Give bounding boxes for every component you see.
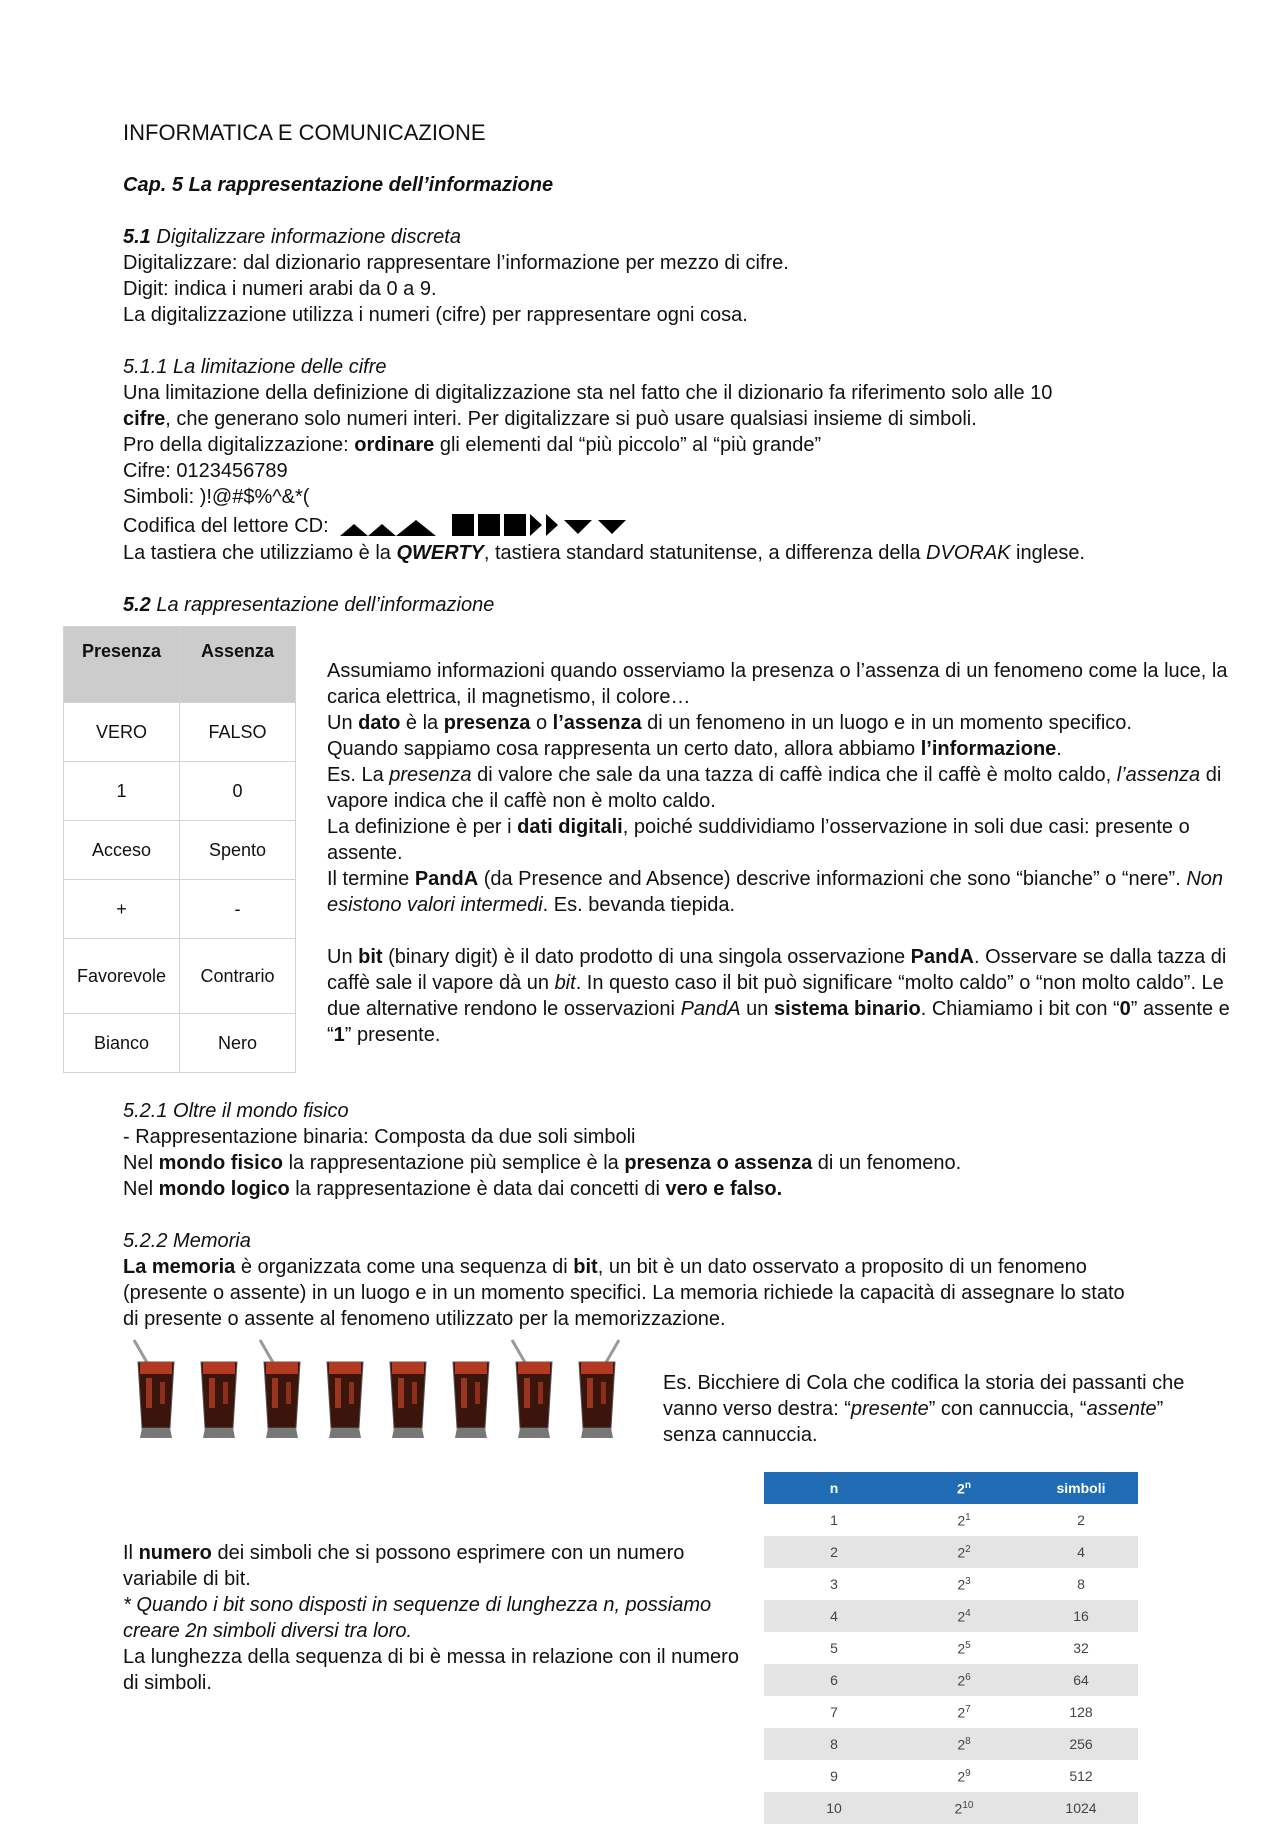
cola-glass-with-straw-icon	[504, 1338, 564, 1448]
cola-glass-icon	[189, 1338, 249, 1448]
cell: Bianco	[64, 1014, 180, 1073]
num-line	[123, 1540, 748, 1592]
qwerty: QWERTY	[396, 542, 484, 564]
text-span: . Chiamiamo i bit con “	[920, 998, 1120, 1020]
text-span: (binary digit) è il dato prodotto di una singola osservazione	[382, 946, 911, 968]
text-span: Un	[327, 946, 359, 968]
header-assenza: Assenza	[180, 627, 296, 703]
section-5-2-heading	[123, 592, 494, 618]
text-span: . In questo caso il bit può significare “molto caldo” o “non molto caldo”. Le due alternative rendono le osservazioni	[327, 972, 1224, 1020]
bold-text: presenza	[443, 712, 531, 734]
text-span: Il termine	[327, 868, 415, 890]
cell-n: 9	[830, 1768, 838, 1784]
cell: +	[64, 880, 180, 939]
cell: -	[180, 880, 296, 939]
bold-text: mondo logico	[158, 1178, 290, 1200]
text-span: dei simboli che si possono esprimere con un numero variabile di bit.	[123, 1542, 685, 1590]
s51-line-3: La digitalizzazione utilizza i numeri (cifre) per rappresentare ogni cosa.	[123, 304, 748, 326]
s52-body	[327, 658, 1257, 1048]
text-span: Codifica del lettore CD:	[123, 515, 329, 537]
superscript: 2	[965, 1543, 971, 1555]
table-row	[764, 1728, 1138, 1760]
chapter-label: Cap. 5	[123, 174, 184, 196]
cell-n: 2	[764, 1536, 904, 1568]
cola-glass-icon	[315, 1338, 375, 1448]
s511-p1-line1: Una limitazione della definizione di digitalizzazione sta nel fatto che il dizionario fa riferimento solo alle 10	[123, 382, 1053, 404]
cell: 1	[64, 762, 180, 821]
cola-caption	[663, 1370, 1213, 1448]
bold-cifre: cifre	[123, 408, 166, 430]
symbols-count-text	[123, 1540, 748, 1696]
document-title: INFORMATICA E COMUNICAZIONE	[123, 120, 486, 145]
text-span: (da Presence and Absence) descrive informazioni che sono “bianche” o “nere”.	[478, 868, 1187, 890]
text-span: 2	[957, 1608, 966, 1625]
chapter-title: La rappresentazione dell’informazione	[188, 174, 554, 196]
text-span: Nel	[123, 1152, 159, 1174]
cell-n: 1	[830, 1512, 838, 1528]
table-header-row	[764, 1472, 1138, 1504]
cell-n: 7	[830, 1704, 838, 1720]
cell-power	[904, 1632, 1024, 1664]
s52-p4	[327, 762, 1257, 814]
cola-glass-with-straw-icon	[126, 1338, 186, 1448]
table-row	[764, 1568, 1138, 1600]
text-span: un	[740, 998, 774, 1020]
bold-text: La memoria	[123, 1256, 236, 1278]
cell: FALSO	[180, 703, 296, 762]
header-2n	[904, 1472, 1024, 1504]
text-span: di un fenomeno in un luogo e in un momento specifico.	[641, 712, 1132, 734]
cell-simboli: 64	[1024, 1664, 1138, 1696]
cell: 0	[180, 762, 296, 821]
cola-glass-with-straw-icon	[252, 1338, 312, 1448]
table-row	[764, 1792, 1138, 1824]
section-5-1-heading	[123, 224, 461, 250]
table-header-row	[64, 627, 296, 703]
text-span: , tastiera standard statunitense, a differenza della	[483, 542, 927, 564]
cell-simboli: 4	[1024, 1536, 1138, 1568]
cell-power	[904, 1792, 1024, 1824]
table-row	[64, 821, 296, 880]
text-span: Es. Bicchiere di Cola che codifica la storia dei passanti che vanno verso destra: “	[663, 1372, 1185, 1420]
bold-text: presenza o assenza	[624, 1152, 813, 1174]
text-span: 2	[954, 1800, 963, 1817]
s52-p7	[327, 944, 1257, 1048]
text-span: , che generano solo numeri interi. Per digitalizzare si può usare qualsiasi insieme di simboli.	[165, 408, 977, 430]
table-row	[64, 762, 296, 821]
cd-symbols-icon	[340, 512, 640, 538]
italic-text: Non esistono valori intermedi	[327, 868, 1224, 916]
s51-line-2: Digit: indica i numeri arabi da 0 a 9.	[123, 278, 437, 300]
cell: Spento	[180, 821, 296, 880]
s52-p6	[327, 866, 1257, 918]
text-span: 2	[957, 1736, 966, 1753]
cell-simboli: 8	[1077, 1576, 1085, 1592]
cell-simboli: 1024	[1024, 1792, 1138, 1824]
cell-simboli: 2	[1077, 1512, 1085, 1528]
s511-p1-line2	[123, 406, 977, 432]
text-span: ” senza cannuccia.	[663, 1398, 1164, 1446]
s521-l2	[123, 1150, 961, 1176]
text-span: di vapore indica che il caffè non è molto caldo.	[327, 764, 1222, 812]
text-span: inglese.	[1010, 542, 1085, 564]
cell-n: 10	[764, 1792, 904, 1824]
text-span: Es. La	[327, 764, 390, 786]
cell-simboli: 32	[1073, 1640, 1089, 1656]
table-row	[764, 1600, 1138, 1632]
s521-l3	[123, 1176, 782, 1202]
text-span: ” presente.	[344, 1024, 441, 1046]
presence-absence-table	[63, 626, 296, 1073]
superscript: 1	[965, 1511, 971, 1523]
text-span: ” con cannuccia, “	[928, 1398, 1087, 1420]
bold-text: PandA	[414, 868, 479, 890]
num-end: La lunghezza della sequenza di bi è messa in relazione con il numero di simboli.	[123, 1646, 739, 1694]
s511-tastiera	[123, 540, 1085, 566]
cell: VERO	[64, 703, 180, 762]
s511-codifica	[123, 512, 640, 539]
cell-simboli: 256	[1024, 1728, 1138, 1760]
table-row	[64, 939, 296, 1014]
cell-n: 3	[830, 1576, 838, 1592]
table-row	[764, 1696, 1138, 1728]
cell-simboli: 16	[1024, 1600, 1138, 1632]
bold-text: dati digitali	[517, 816, 623, 838]
section-number: 5.1	[123, 226, 151, 248]
cell-power	[904, 1600, 1024, 1632]
cell: Favorevole	[64, 939, 180, 1014]
bold-text: vero e falso.	[665, 1178, 783, 1200]
bold-text: l’informazione	[920, 738, 1057, 760]
text-span: La tastiera che utilizziamo è la	[123, 542, 397, 564]
text-span: 2	[957, 1544, 966, 1561]
bold-text: mondo fisico	[158, 1152, 284, 1174]
superscript: 7	[965, 1703, 971, 1715]
italic-text: bit	[554, 972, 576, 994]
bold-text: 1	[333, 1024, 345, 1046]
superscript: 5	[965, 1639, 971, 1651]
text-span: di un fenomeno.	[812, 1152, 962, 1174]
superscript: 9	[965, 1767, 971, 1779]
text-span: 2	[957, 1512, 966, 1529]
bold-text: numero	[138, 1542, 212, 1564]
section-title: Digitalizzare informazione discreta	[156, 226, 461, 248]
header-n: n	[764, 1472, 904, 1504]
bold-text: bit	[358, 946, 383, 968]
table-row	[764, 1632, 1138, 1664]
section-5-2-1-heading: 5.2.1 Oltre il mondo fisico	[123, 1100, 349, 1122]
text-span: Pro della digitalizzazione:	[123, 434, 355, 456]
cell-n: 5	[830, 1640, 838, 1656]
text-span: .	[1056, 738, 1062, 760]
italic-text: l’assenza	[1116, 764, 1201, 786]
cola-glass-icon	[441, 1338, 501, 1448]
table-row	[764, 1664, 1138, 1696]
cola-glass-icon	[378, 1338, 438, 1448]
table-row	[764, 1760, 1138, 1792]
cell-power	[904, 1696, 1024, 1728]
text-span: la rappresentazione più semplice è la	[283, 1152, 625, 1174]
s52-p3	[327, 736, 1257, 762]
text-span: 2	[957, 1704, 966, 1721]
header-presenza: Presenza	[64, 627, 180, 703]
chapter-heading	[123, 172, 553, 198]
text-span: , un bit è un dato osservato a proposito di un fenomeno (presente o assente) in un luogo e in un momento specifici. La memoria richiede la capacità di assegnare lo stato di presente o assente al fenomeno utilizzato per la memorizzazione.	[123, 1256, 1125, 1330]
cell-simboli: 128	[1069, 1704, 1093, 1720]
s52-p2	[327, 710, 1257, 736]
text-span: o	[530, 712, 553, 734]
cell-n: 6	[764, 1664, 904, 1696]
text-span: ” assente e “	[327, 998, 1230, 1046]
text-span: Un	[327, 712, 359, 734]
powers-of-two-table	[764, 1472, 1138, 1824]
italic-text: presente	[850, 1398, 929, 1420]
bold-text: sistema binario	[773, 998, 921, 1020]
superscript: 8	[965, 1735, 971, 1747]
cell-power	[904, 1504, 1024, 1536]
cola-glasses-row	[126, 1338, 636, 1448]
s522-paragraph	[123, 1254, 1133, 1332]
cell-n: 8	[764, 1728, 904, 1760]
italic-text: PandA	[680, 998, 741, 1020]
s52-p5	[327, 814, 1257, 866]
table-row	[764, 1536, 1138, 1568]
s51-line-1: Digitalizzare: dal dizionario rappresentare l’informazione per mezzo di cifre.	[123, 252, 789, 274]
cell: Contrario	[180, 939, 296, 1014]
cell-power	[904, 1536, 1024, 1568]
section-5-2-2-heading: 5.2.2 Memoria	[123, 1230, 251, 1252]
italic-text: assente	[1086, 1398, 1157, 1420]
num-note: * Quando i bit sono disposti in sequenze di lunghezza n, possiamo creare 2n simboli diversi tra loro.	[123, 1594, 712, 1642]
bold-text: dato	[358, 712, 401, 734]
text-span: 2	[957, 1640, 966, 1657]
cell-power	[904, 1760, 1024, 1792]
text-span: Quando sappiamo cosa rappresenta un certo dato, allora abbiamo	[327, 738, 921, 760]
text-span: è la	[400, 712, 444, 734]
s511-pro	[123, 432, 821, 458]
text-span: 2	[957, 1768, 966, 1785]
cell: Acceso	[64, 821, 180, 880]
bold-text: l’assenza	[552, 712, 642, 734]
s52-p1: Assumiamo informazioni quando osserviamo la presenza o l’assenza di un fenomeno come la luce, la carica elettrica, il magnetismo, il colore…	[327, 660, 1228, 708]
section-5-1-1-heading: 5.1.1 La limitazione delle cifre	[123, 356, 387, 378]
powers-table-body	[764, 1504, 1138, 1824]
cola-glass-with-straw-icon	[567, 1338, 627, 1448]
text-span: è organizzata come una sequenza di	[235, 1256, 574, 1278]
dvorak: DVORAK	[926, 542, 1011, 564]
section-number: 5.2	[123, 594, 151, 616]
header-simboli: simboli	[1024, 1472, 1138, 1504]
cell-simboli: 512	[1069, 1768, 1093, 1784]
text-span: Il	[123, 1542, 139, 1564]
text-span: . Osservare se dalla tazza di caffè sale il vapore dà un	[327, 946, 1227, 994]
section-title: La rappresentazione dell’informazione	[156, 594, 495, 616]
superscript: 10	[962, 1799, 974, 1811]
text-span: 2	[957, 1576, 966, 1593]
table-row	[64, 1014, 296, 1073]
text-span: di valore che sale da una tazza di caffè indica che il caffè è molto caldo,	[471, 764, 1117, 786]
text-span: 2	[957, 1480, 965, 1497]
text-span: La definizione è per i	[327, 816, 518, 838]
italic-text: presenza	[389, 764, 472, 786]
s511-cifre: Cifre: 0123456789	[123, 460, 288, 482]
superscript: n	[964, 1479, 971, 1491]
s511-simboli: Simboli: )!@#$%^&*(	[123, 486, 310, 508]
cell: Nero	[180, 1014, 296, 1073]
text-span: gli elementi dal “più piccolo” al “più grande”	[434, 434, 822, 456]
bold-ordinare: ordinare	[354, 434, 435, 456]
text-span: . Es. bevanda tiepida.	[542, 894, 736, 916]
table-row	[64, 880, 296, 939]
text-span: la rappresentazione è data dai concetti di	[289, 1178, 666, 1200]
superscript: 6	[965, 1671, 971, 1683]
superscript: 4	[965, 1607, 971, 1619]
text-span: Nel	[123, 1178, 159, 1200]
cell-power	[904, 1568, 1024, 1600]
cell-power	[904, 1664, 1024, 1696]
table-row	[64, 703, 296, 762]
cell-n: 4	[764, 1600, 904, 1632]
text-span: , poiché suddividiamo l’osservazione in soli due casi: presente o assente.	[327, 816, 1190, 864]
table-row	[764, 1504, 1138, 1536]
bold-text: PandA	[910, 946, 974, 968]
bold-text: bit	[573, 1256, 598, 1278]
superscript: 3	[965, 1575, 971, 1587]
s521-l1: - Rappresentazione binaria: Composta da due soli simboli	[123, 1126, 636, 1148]
bold-text: 0	[1119, 998, 1131, 1020]
cell-power	[904, 1728, 1024, 1760]
text-span: 2	[957, 1672, 966, 1689]
